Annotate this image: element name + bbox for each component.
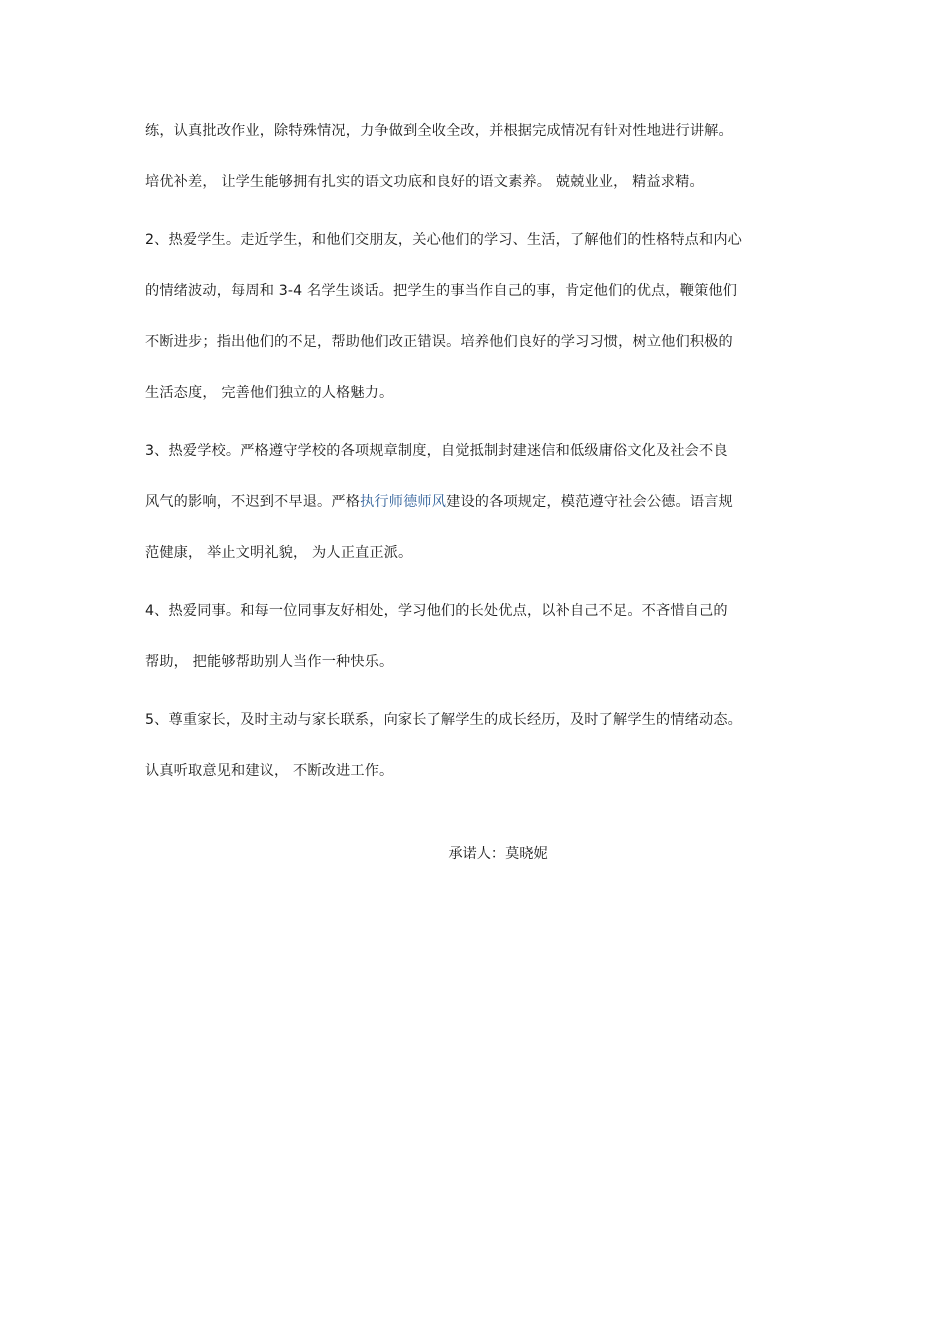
text-line-with-link <box>145 489 817 516</box>
text-line: 的情绪波动，每周和 3-4 名学生谈话。把学生的事当作自己的事，肯定他们的优点，鞭策他们 <box>145 283 738 299</box>
document-body <box>145 118 817 816</box>
text-line: 认真听取意见和建议， 不断改进工作。 <box>145 763 394 779</box>
text-line: 帮助， 把能够帮助别人当作一种快乐。 <box>145 654 394 670</box>
text-line: 5、尊重家长，及时主动与家长联系，向家长了解学生的成长经历，及时了解学生的情绪动态。 <box>145 712 743 728</box>
paragraph-respect-parents <box>145 707 817 785</box>
paragraph-1 <box>145 118 817 196</box>
text-line: 生活态度， 完善他们独立的人格魅力。 <box>145 385 394 401</box>
text-line: 2、热爱学生。走近学生，和他们交朋友，关心他们的学习、生活，了解他们的性格特点和内心 <box>145 232 743 248</box>
paragraph-love-colleagues <box>145 598 817 676</box>
text-segment: 风气的影响，不迟到不早退。严格 <box>145 494 361 510</box>
text-line: 练，认真批改作业，除特殊情况，力争做到全收全改，并根据完成情况有针对性地进行讲解。 <box>145 123 733 139</box>
text-line: 不断进步；指出他们的不足，帮助他们改正错误。培养他们良好的学习习惯，树立他们积极的 <box>145 334 733 350</box>
paragraph-love-school <box>145 438 817 567</box>
text-segment: 建设的各项规定，模范遵守社会公德。语言规 <box>446 494 733 510</box>
text-line: 范健康， 举止文明礼貌， 为人正直正派。 <box>145 545 413 561</box>
ethics-link[interactable]: 执行师德师风 <box>360 494 447 510</box>
signature-line: 承诺人：莫晓妮 <box>448 846 548 862</box>
text-line: 3、热爱学校。严格遵守学校的各项规章制度，自觉抵制封建迷信和低级庸俗文化及社会不良 <box>145 443 728 459</box>
paragraph-love-students <box>145 227 817 407</box>
text-line: 4、热爱同事。和每一位同事友好相处，学习他们的长处优点，以补自己不足。不吝惜自己的 <box>145 603 728 619</box>
text-line: 培优补差， 让学生能够拥有扎实的语文功底和良好的语文素养。 兢兢业业， 精益求精。 <box>145 174 704 190</box>
